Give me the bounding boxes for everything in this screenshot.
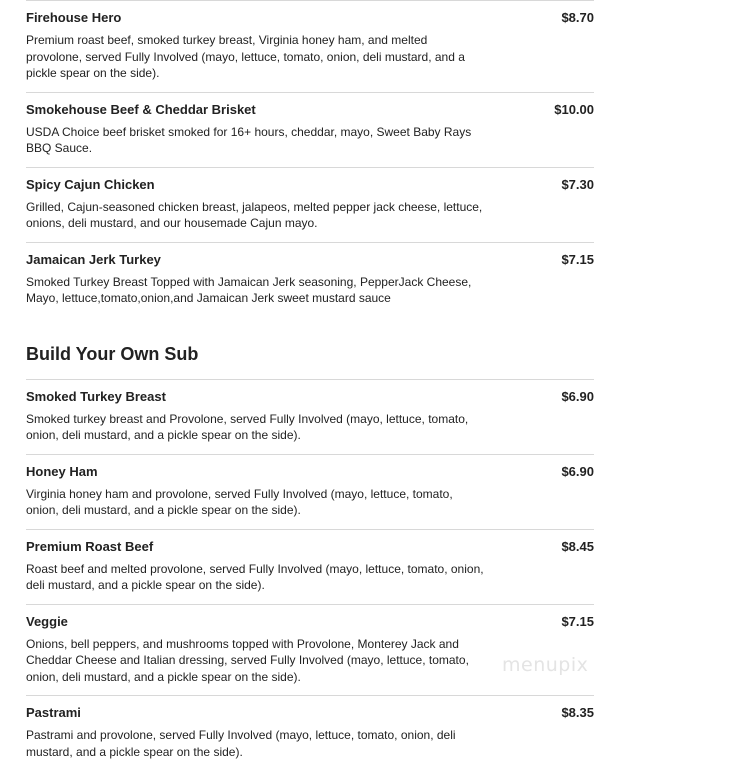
item-price: $10.00 xyxy=(554,101,594,117)
item-name: Firehouse Hero xyxy=(26,10,122,25)
item-name: Premium Roast Beef xyxy=(26,538,154,554)
item-price: $8.45 xyxy=(561,538,594,554)
item-description: Smoked Turkey Breast Topped with Jamaican Jerk seasoning, PepperJack Cheese, Mayo, lettuce,tomato,onion,and Jamaican Jerk sweet mustard sauce xyxy=(26,274,472,305)
item-name: Spicy Cajun Chicken xyxy=(26,176,155,192)
item-description: USDA Choice beef brisket smoked for 16+ hours, cheddar, mayo, Sweet Baby Rays BBQ Sauce. xyxy=(26,124,472,155)
menu-item-firehouse-hero xyxy=(26,0,594,92)
menu-item-pastrami xyxy=(26,695,594,770)
item-description: Onions, bell peppers, and mushrooms topped with Provolone, Monterey Jack and Cheddar Cheese and Italian dressing, served Fully Involved (mayo, lettuce, tomato, onion, deli mustard, and a pickle spear on the side). xyxy=(26,636,469,684)
item-price: $7.15 xyxy=(561,613,594,629)
item-description: Virginia honey ham and provolone, served Fully Involved (mayo, lettuce, tomato, onion, deli mustard, and a pickle spear on the side). xyxy=(26,486,453,517)
item-description: Roast beef and melted provolone, served Fully Involved (mayo, lettuce, tomato, onion, deli mustard, and a pickle spear on the side). xyxy=(26,561,484,592)
menu-item-veggie xyxy=(26,604,594,696)
item-price: $8.35 xyxy=(561,705,594,720)
menupix-watermark: menupix xyxy=(502,654,589,676)
item-price: $7.30 xyxy=(561,176,594,192)
menu-item-spicy-cajun-chicken xyxy=(26,167,594,242)
item-description: Grilled, Cajun-seasoned chicken breast, jalapeos, melted pepper jack cheese, lettuce, onions, deli mustard, and our housemade Cajun mayo. xyxy=(26,199,483,230)
item-name: Honey Ham xyxy=(26,463,98,479)
menu-item-premium-roast-beef xyxy=(26,529,594,604)
item-name: Smoked Turkey Breast xyxy=(26,388,166,404)
item-description: Pastrami and provolone, served Fully Involved (mayo, lettuce, tomato, onion, deli mustard, and a pickle spear on the side). xyxy=(26,728,456,759)
item-name: Veggie xyxy=(26,613,68,629)
item-name: Smokehouse Beef & Cheddar Brisket xyxy=(26,101,256,117)
item-price: $6.90 xyxy=(561,388,594,404)
menu-item-smokehouse-brisket xyxy=(26,92,594,167)
item-price: $8.70 xyxy=(561,10,594,25)
item-price: $6.90 xyxy=(561,463,594,479)
section-title-build-your-own-sub: Build Your Own Sub xyxy=(26,343,199,364)
menu-item-honey-ham xyxy=(26,454,594,529)
item-name: Jamaican Jerk Turkey xyxy=(26,251,161,267)
menu-item-smoked-turkey-breast xyxy=(26,379,594,454)
item-description: Premium roast beef, smoked turkey breast, Virginia honey ham, and melted provolone, served Fully Involved (mayo, lettuce, tomato, onion, deli mustard, and a pickle spear on the side). xyxy=(26,33,465,80)
item-name: Pastrami xyxy=(26,705,81,720)
menu-item-jamaican-jerk-turkey xyxy=(26,242,594,317)
item-price: $7.15 xyxy=(561,251,594,267)
item-description: Smoked turkey breast and Provolone, served Fully Involved (mayo, lettuce, tomato, onion, deli mustard, and a pickle spear on the side). xyxy=(26,411,469,442)
